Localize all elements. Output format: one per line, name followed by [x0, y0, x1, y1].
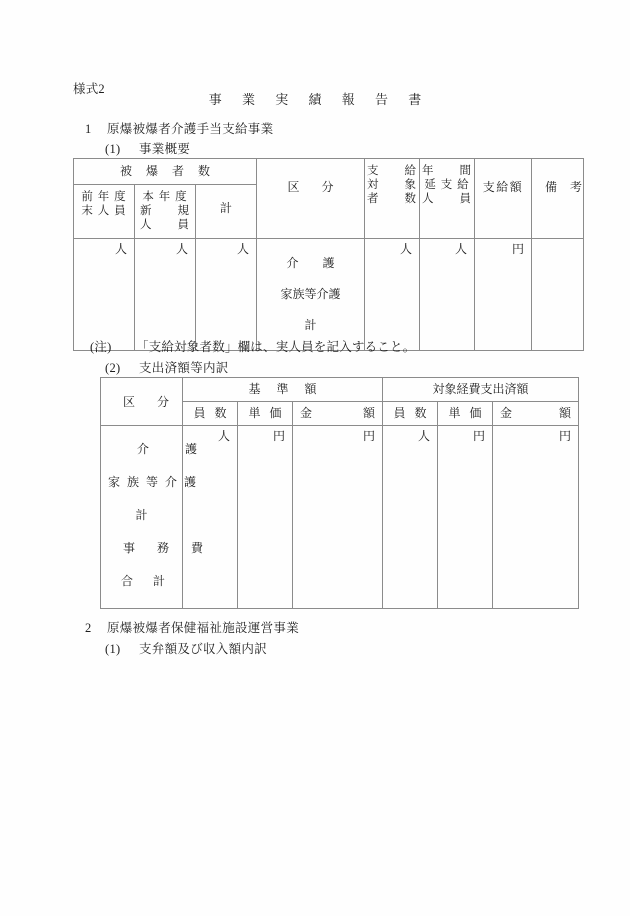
note-text: 「支給対象者数」欄は、実人員を記入すること。: [136, 340, 416, 354]
form-number: 様式2: [73, 82, 105, 96]
table-1-note: [90, 337, 415, 355]
cell-total-header: 計: [196, 185, 257, 239]
section-1-1-title: 事業概要: [139, 142, 191, 156]
cell-target-unitprice-value[interactable]: 円: [438, 426, 493, 609]
cell-remarks-value[interactable]: [532, 239, 584, 351]
cell-remarks-header: 備考: [532, 159, 584, 239]
cell-this-year-new-header: [135, 185, 196, 239]
row-label-total: 計: [135, 508, 148, 522]
cell-annual-extended-value[interactable]: 人: [420, 239, 475, 351]
section-1-1-heading: [105, 139, 190, 157]
cell-hibakusha-count-group: 被爆者数: [74, 159, 257, 185]
cell-prev-year-end-header: [74, 185, 135, 239]
section-1-number: 1: [85, 122, 92, 136]
document-title: 事 業 実 績 報 告 書: [208, 92, 430, 107]
kubun-item-total: 計: [304, 318, 317, 333]
cell-row-labels: [101, 426, 234, 609]
section-1-heading: [85, 119, 273, 137]
cell-total-value[interactable]: 人: [196, 239, 257, 351]
section-2-1-number: (1): [105, 642, 121, 656]
table-row-data: [101, 426, 579, 609]
cell-standard-amount-value[interactable]: 円: [293, 426, 383, 609]
section-1-1-number: (1): [105, 142, 121, 156]
cell-standard-amount-header: 金 額: [293, 402, 383, 426]
cell-standard-unitprice-value[interactable]: 円: [238, 426, 293, 609]
table-row-group-header: [101, 378, 579, 402]
vertical-label-prev-year-end: 前 年 度 末 人 員: [81, 191, 127, 218]
cell-prev-year-end-value[interactable]: 人: [74, 239, 135, 351]
section-1-2-heading: [105, 358, 229, 376]
cell-target-count-header: 員数: [383, 402, 438, 426]
row-label-kaigo: 介護: [137, 442, 234, 456]
section-2-1-title: 支弁額及び収入額内訳: [139, 642, 268, 656]
kubun-item-kaigo: 介護: [286, 256, 359, 271]
cell-standard-count-header: 員数: [183, 402, 238, 426]
cell-standard-unitprice-header: 単価: [238, 402, 293, 426]
business-summary-table: [73, 158, 596, 351]
table-row-group-header: [74, 159, 584, 185]
vertical-label-payment-target: 支 給 対 象 者 数: [367, 165, 417, 206]
section-2-1-heading: [105, 639, 267, 657]
expenditure-breakdown-table: [100, 377, 579, 609]
cell-standard-count-value[interactable]: 人: [183, 426, 238, 609]
cell-kubun-header: 区分: [257, 159, 365, 239]
cell-annual-extended-header: [420, 159, 475, 239]
section-2-number: 2: [85, 621, 92, 635]
vertical-label-this-year-new: 本 年 度 新 規 人 員: [140, 191, 190, 232]
section-2-title: 原爆被爆者保健福祉施設運営事業: [107, 621, 300, 635]
cell-target-unitprice-header: 単価: [438, 402, 493, 426]
table-row-data: [74, 239, 584, 351]
section-1-title: 原爆被爆者介護手当支給事業: [107, 122, 274, 136]
cell-target-expense-group: 対象経費支出済額: [383, 378, 579, 402]
cell-kubun-items: [257, 239, 365, 351]
cell-target-count-value[interactable]: 人: [383, 426, 438, 609]
section-1-2-number: (2): [105, 361, 121, 375]
row-label-grand-total: 合計: [121, 574, 186, 588]
row-label-family-kaigo: 家族等介護: [108, 475, 204, 489]
row-label-admin-cost: 事務費: [123, 541, 226, 555]
section-1-2-title: 支出済額等内訳: [139, 361, 229, 375]
cell-kubun-header: 区分: [101, 378, 183, 426]
cell-payment-target-count-header: [365, 159, 420, 239]
cell-target-amount-header: 金 額: [493, 402, 579, 426]
kubun-item-family-kaigo: 家族等介護: [280, 287, 341, 302]
section-2-heading: [85, 618, 299, 636]
cell-this-year-new-value[interactable]: 人: [135, 239, 196, 351]
vertical-label-annual-extended: 年 間 延 支 給 人 員: [422, 165, 472, 206]
cell-target-amount-value[interactable]: 円: [493, 426, 579, 609]
cell-payment-amount-header: 支給額: [475, 159, 532, 239]
cell-payment-target-value[interactable]: 人: [365, 239, 420, 351]
note-tag: (注): [90, 340, 112, 354]
cell-standard-amount-group: 基準額: [183, 378, 383, 402]
cell-payment-amount-value[interactable]: 円: [475, 239, 532, 351]
